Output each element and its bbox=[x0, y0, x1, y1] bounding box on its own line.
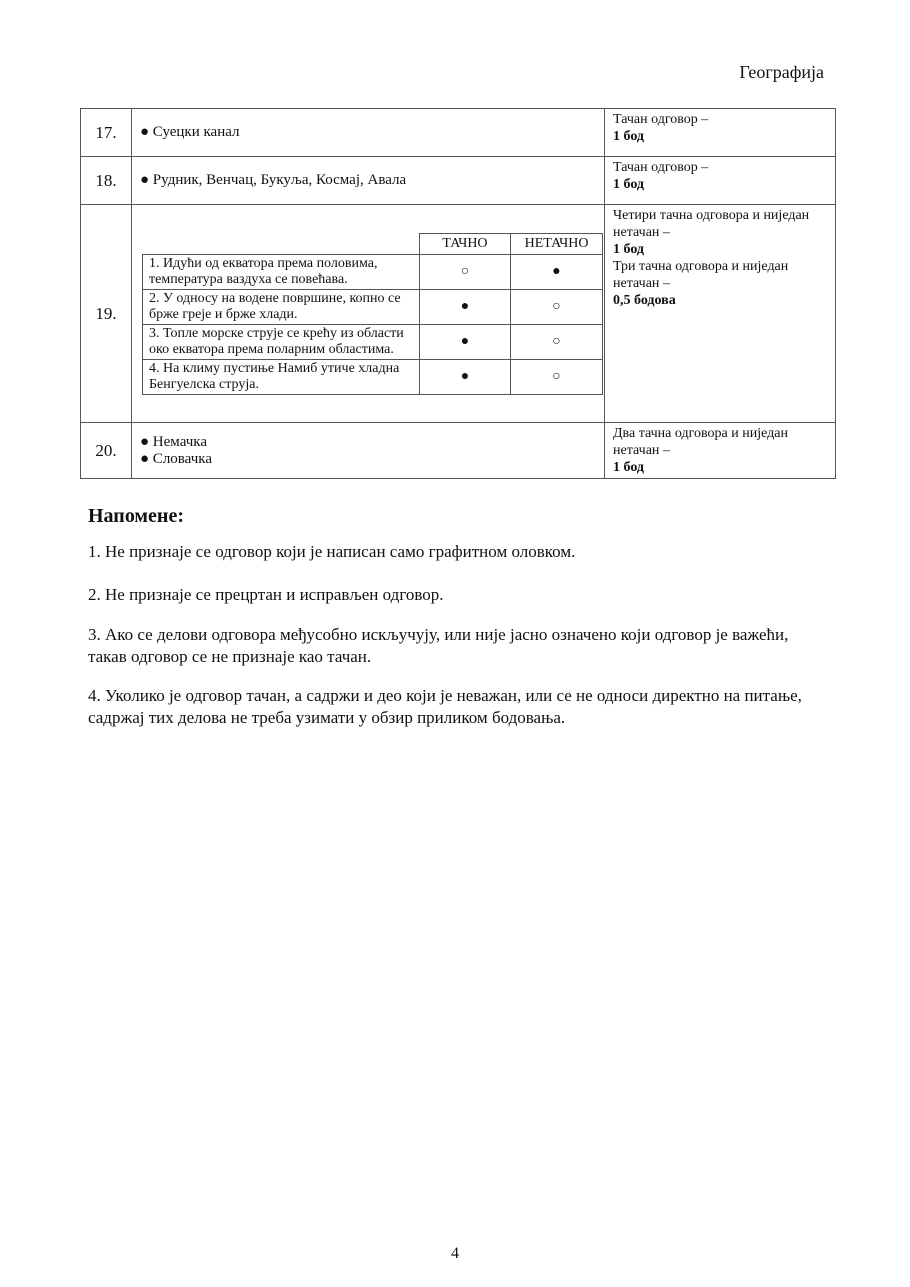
answer-text: ● Немачка bbox=[140, 433, 208, 450]
true-mark: ● bbox=[419, 289, 510, 324]
question-number: 20. bbox=[81, 423, 132, 479]
note-item: 2. Не признаје се прецртан и исправљен одговор. bbox=[88, 585, 444, 604]
scoring-cell bbox=[605, 205, 836, 423]
false-mark: ○ bbox=[511, 324, 603, 359]
answer-cell bbox=[132, 423, 605, 479]
statement-text: 4. На климу пустиње Намиб утиче хладна Бенгуелска струја. bbox=[143, 359, 420, 394]
scoring-cell bbox=[605, 423, 836, 479]
answer-cell bbox=[132, 205, 605, 423]
true-mark: ● bbox=[419, 324, 510, 359]
scoring-points: 1 бод bbox=[613, 177, 644, 192]
answer-text: ● Суецки канал bbox=[132, 109, 605, 157]
table-row bbox=[81, 109, 836, 157]
false-mark: ○ bbox=[511, 359, 603, 394]
scoring-text: Четири тачна одговора и ниједан нетачан – bbox=[613, 208, 810, 240]
page-number: 4 bbox=[451, 1245, 459, 1262]
scoring-text: Тачан одговор – bbox=[613, 112, 709, 127]
document-subject-header: Географија bbox=[739, 62, 824, 82]
question-number: 18. bbox=[81, 157, 132, 205]
scoring-points: 1 бод bbox=[613, 242, 644, 257]
false-mark: ● bbox=[511, 254, 603, 289]
answer-key-table bbox=[80, 108, 836, 479]
scoring-points: 1 бод bbox=[613, 460, 644, 475]
statement-row bbox=[143, 324, 603, 359]
table-row bbox=[81, 423, 836, 479]
scoring-text: Тачан одговор – bbox=[613, 160, 709, 175]
statement-text: 1. Идући од екватора према половима, температура ваздуха се повећава. bbox=[143, 254, 420, 289]
true-false-table bbox=[142, 233, 603, 395]
false-column-header: НЕТАЧНО bbox=[511, 233, 603, 254]
true-mark: ○ bbox=[419, 254, 510, 289]
statement-row bbox=[143, 254, 603, 289]
note-item: 1. Не признаје се одговор који је написан само графитном оловком. bbox=[88, 542, 576, 561]
table-corner bbox=[143, 233, 420, 254]
question-number: 17. bbox=[81, 109, 132, 157]
scoring-text-partial: Три тачна одговора и ниједан нетачан – bbox=[613, 259, 789, 291]
table-row bbox=[81, 157, 836, 205]
true-mark: ● bbox=[419, 359, 510, 394]
answer-text: ● Словачка bbox=[140, 450, 213, 467]
scoring-points-partial: 0,5 бодова bbox=[613, 293, 676, 308]
statement-row bbox=[143, 359, 603, 394]
note-item: 4. Уколико је одговор тачан, а садржи и део који је неважан, или се не односи директно на питање, садржај тих делова не треба узимати у обзир приликом бодовања. bbox=[88, 686, 802, 727]
note-item: 3. Ако се делови одговора међусобно искључују, или није јасно означено који одговор је важећи, такав одговор се не признаје као тачан. bbox=[88, 625, 789, 666]
statement-text: 3. Топле морске струје се крећу из области око екватора према поларним областима. bbox=[143, 324, 420, 359]
scoring-cell bbox=[605, 109, 836, 157]
scoring-points: 1 бод bbox=[613, 129, 644, 144]
false-mark: ○ bbox=[511, 289, 603, 324]
notes-heading: Напомене: bbox=[88, 505, 184, 527]
answer-text: ● Рудник, Венчац, Букуља, Космај, Авала bbox=[132, 157, 605, 205]
true-column-header: ТАЧНО bbox=[419, 233, 510, 254]
statement-text: 2. У односу на водене површине, копно се брже греје и брже хлади. bbox=[143, 289, 420, 324]
question-number: 19. bbox=[81, 205, 132, 423]
table-row bbox=[81, 205, 836, 423]
statement-row bbox=[143, 289, 603, 324]
scoring-cell bbox=[605, 157, 836, 205]
scoring-text: Два тачна одговора и ниједан нетачан – bbox=[613, 426, 788, 458]
